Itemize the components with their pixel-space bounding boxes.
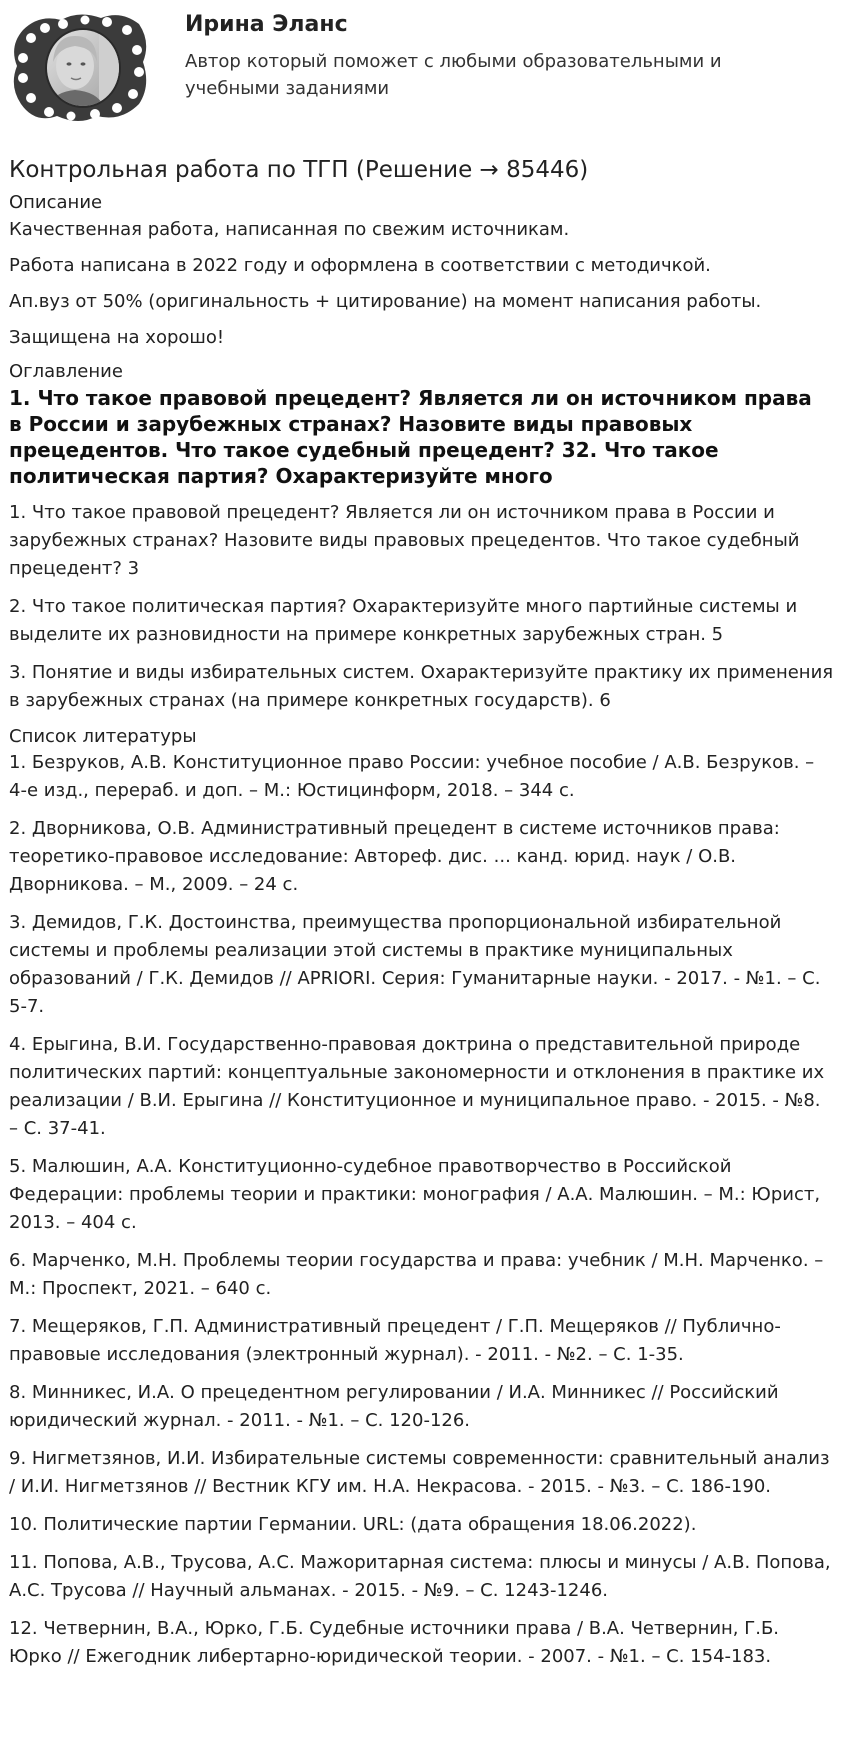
avatar[interactable] <box>9 8 151 126</box>
literature-item: 10. Политические партии Германии. URL: (дата обращения 18.06.2022). <box>9 1514 697 1535</box>
film-reel-icon <box>9 8 151 126</box>
contents-label: Оглавление <box>9 361 123 382</box>
literature-label: Список литературы <box>9 726 197 747</box>
description-label: Описание <box>9 192 103 213</box>
contents-item: 2. Что такое политическая партия? Охарактеризуйте много партийные системы и выделите их разновидности на примере конкретных зарубежных стран. 5 <box>9 596 798 645</box>
contents-item: 1. Что такое правовой прецедент? Является ли он источником права в России и зарубежных странах? Назовите виды правовых прецедентов. Что такое судебный прецедент? 3 <box>9 502 800 579</box>
literature-item: 4. Ерыгина, В.И. Государственно-правовая доктрина о представительной природе политических партий: концептуальные закономерности и отклонения в практике их реализации / В.И. Ерыгина // Конституционное и муниципальное право. - 2015. - №8. – С. 37-41. <box>9 1034 825 1139</box>
literature-list <box>9 749 838 1671</box>
description-paragraph: Ап.вуз от 50% (оригинальность + цитирование) на момент написания работы. <box>9 291 762 312</box>
description-paragraph: Качественная работа, написанная по свежим источникам. <box>9 219 570 240</box>
description-paragraph: Работа написана в 2022 году и оформлена в соответствии с методичкой. <box>9 255 711 276</box>
literature-item: 11. Попова, А.В., Трусова, А.С. Мажоритарная система: плюсы и минусы / А.В. Попова, А.С. Трусова // Научный альманах. - 2015. - №9. – С. 1243-1246. <box>9 1552 831 1601</box>
author-about: Автор который поможет с любыми образовательными и учебными заданиями <box>185 51 722 99</box>
literature-item: 3. Демидов, Г.К. Достоинства, преимущества пропорциональной избирательной системы и проблемы реализации этой системы в практике муниципальных образований / Г.К. Демидов // APRIORI. Серия: Гуманитарные науки. - 2017. - №1. – С. 5-7. <box>9 912 821 1017</box>
contents-item: 3. Понятие и виды избирательных систем. Охарактеризуйте практику их применения в зарубежных странах (на примере конкретных государств). 6 <box>9 662 834 711</box>
author-name[interactable]: Ирина Эланс <box>185 12 348 37</box>
contents-heading: 1. Что такое правовой прецедент? Является ли он источником права в России и зарубежных странах? Назовите виды правовых прецедентов. Что такое судебный прецедент? 32. Что такое политическая партия? Охарактеризуйте много <box>9 386 812 488</box>
literature-item: 8. Минникес, И.А. О прецедентном регулировании / И.А. Минникес // Российский юридический журнал. - 2011. - №1. – С. 120-126. <box>9 1382 779 1431</box>
literature-item: 7. Мещеряков, Г.П. Административный прецедент / Г.П. Мещеряков // Публично-правовые исследования (электронный журнал). - 2011. - №2. – С. 1-35. <box>9 1316 781 1365</box>
literature-item: 2. Дворникова, О.В. Административный прецедент в системе источников права: теоретико-правовое исследование: Автореф. дис. ... канд. юрид. наук / О.В. Дворникова. – М., 2009. – 24 с. <box>9 818 780 895</box>
description-paragraph: Защищена на хорошо! <box>9 327 225 348</box>
literature-item: 9. Нигметзянов, И.И. Избирательные системы современности: сравнительный анализ / И.И. Нигметзянов // Вестник КГУ им. Н.А. Некрасова. - 2015. - №3. – С. 186-190. <box>9 1448 830 1497</box>
page-title: Контрольная работа по ТГП (Решение → 85446) <box>9 157 589 183</box>
literature-item: 6. Марченко, М.Н. Проблемы теории государства и права: учебник / М.Н. Марченко. – М.: Проспект, 2021. – 640 с. <box>9 1250 824 1299</box>
literature-item: 1. Безруков, А.В. Конституционное право России: учебное пособие / А.В. Безруков. – 4-е изд., перераб. и доп. – М.: Юстицинформ, 2018. – 344 с. <box>9 752 815 801</box>
description <box>9 218 838 350</box>
author-info <box>185 8 785 102</box>
contents-list <box>9 499 838 715</box>
author-card <box>9 8 838 136</box>
literature-item: 12. Четвернин, В.А., Юрко, Г.Б. Судебные источники права / В.А. Четвернин, Г.Б. Юрко // Ежегодник либертарно-юридической теории. - 2007. - №1. – С. 154-183. <box>9 1618 780 1667</box>
literature-item: 5. Малюшин, А.А. Конституционно-судебное правотворчество в Российской Федерации: проблемы теории и практики: монография / А.А. Малюшин. – М.: Юрист, 2013. – 404 с. <box>9 1156 821 1233</box>
